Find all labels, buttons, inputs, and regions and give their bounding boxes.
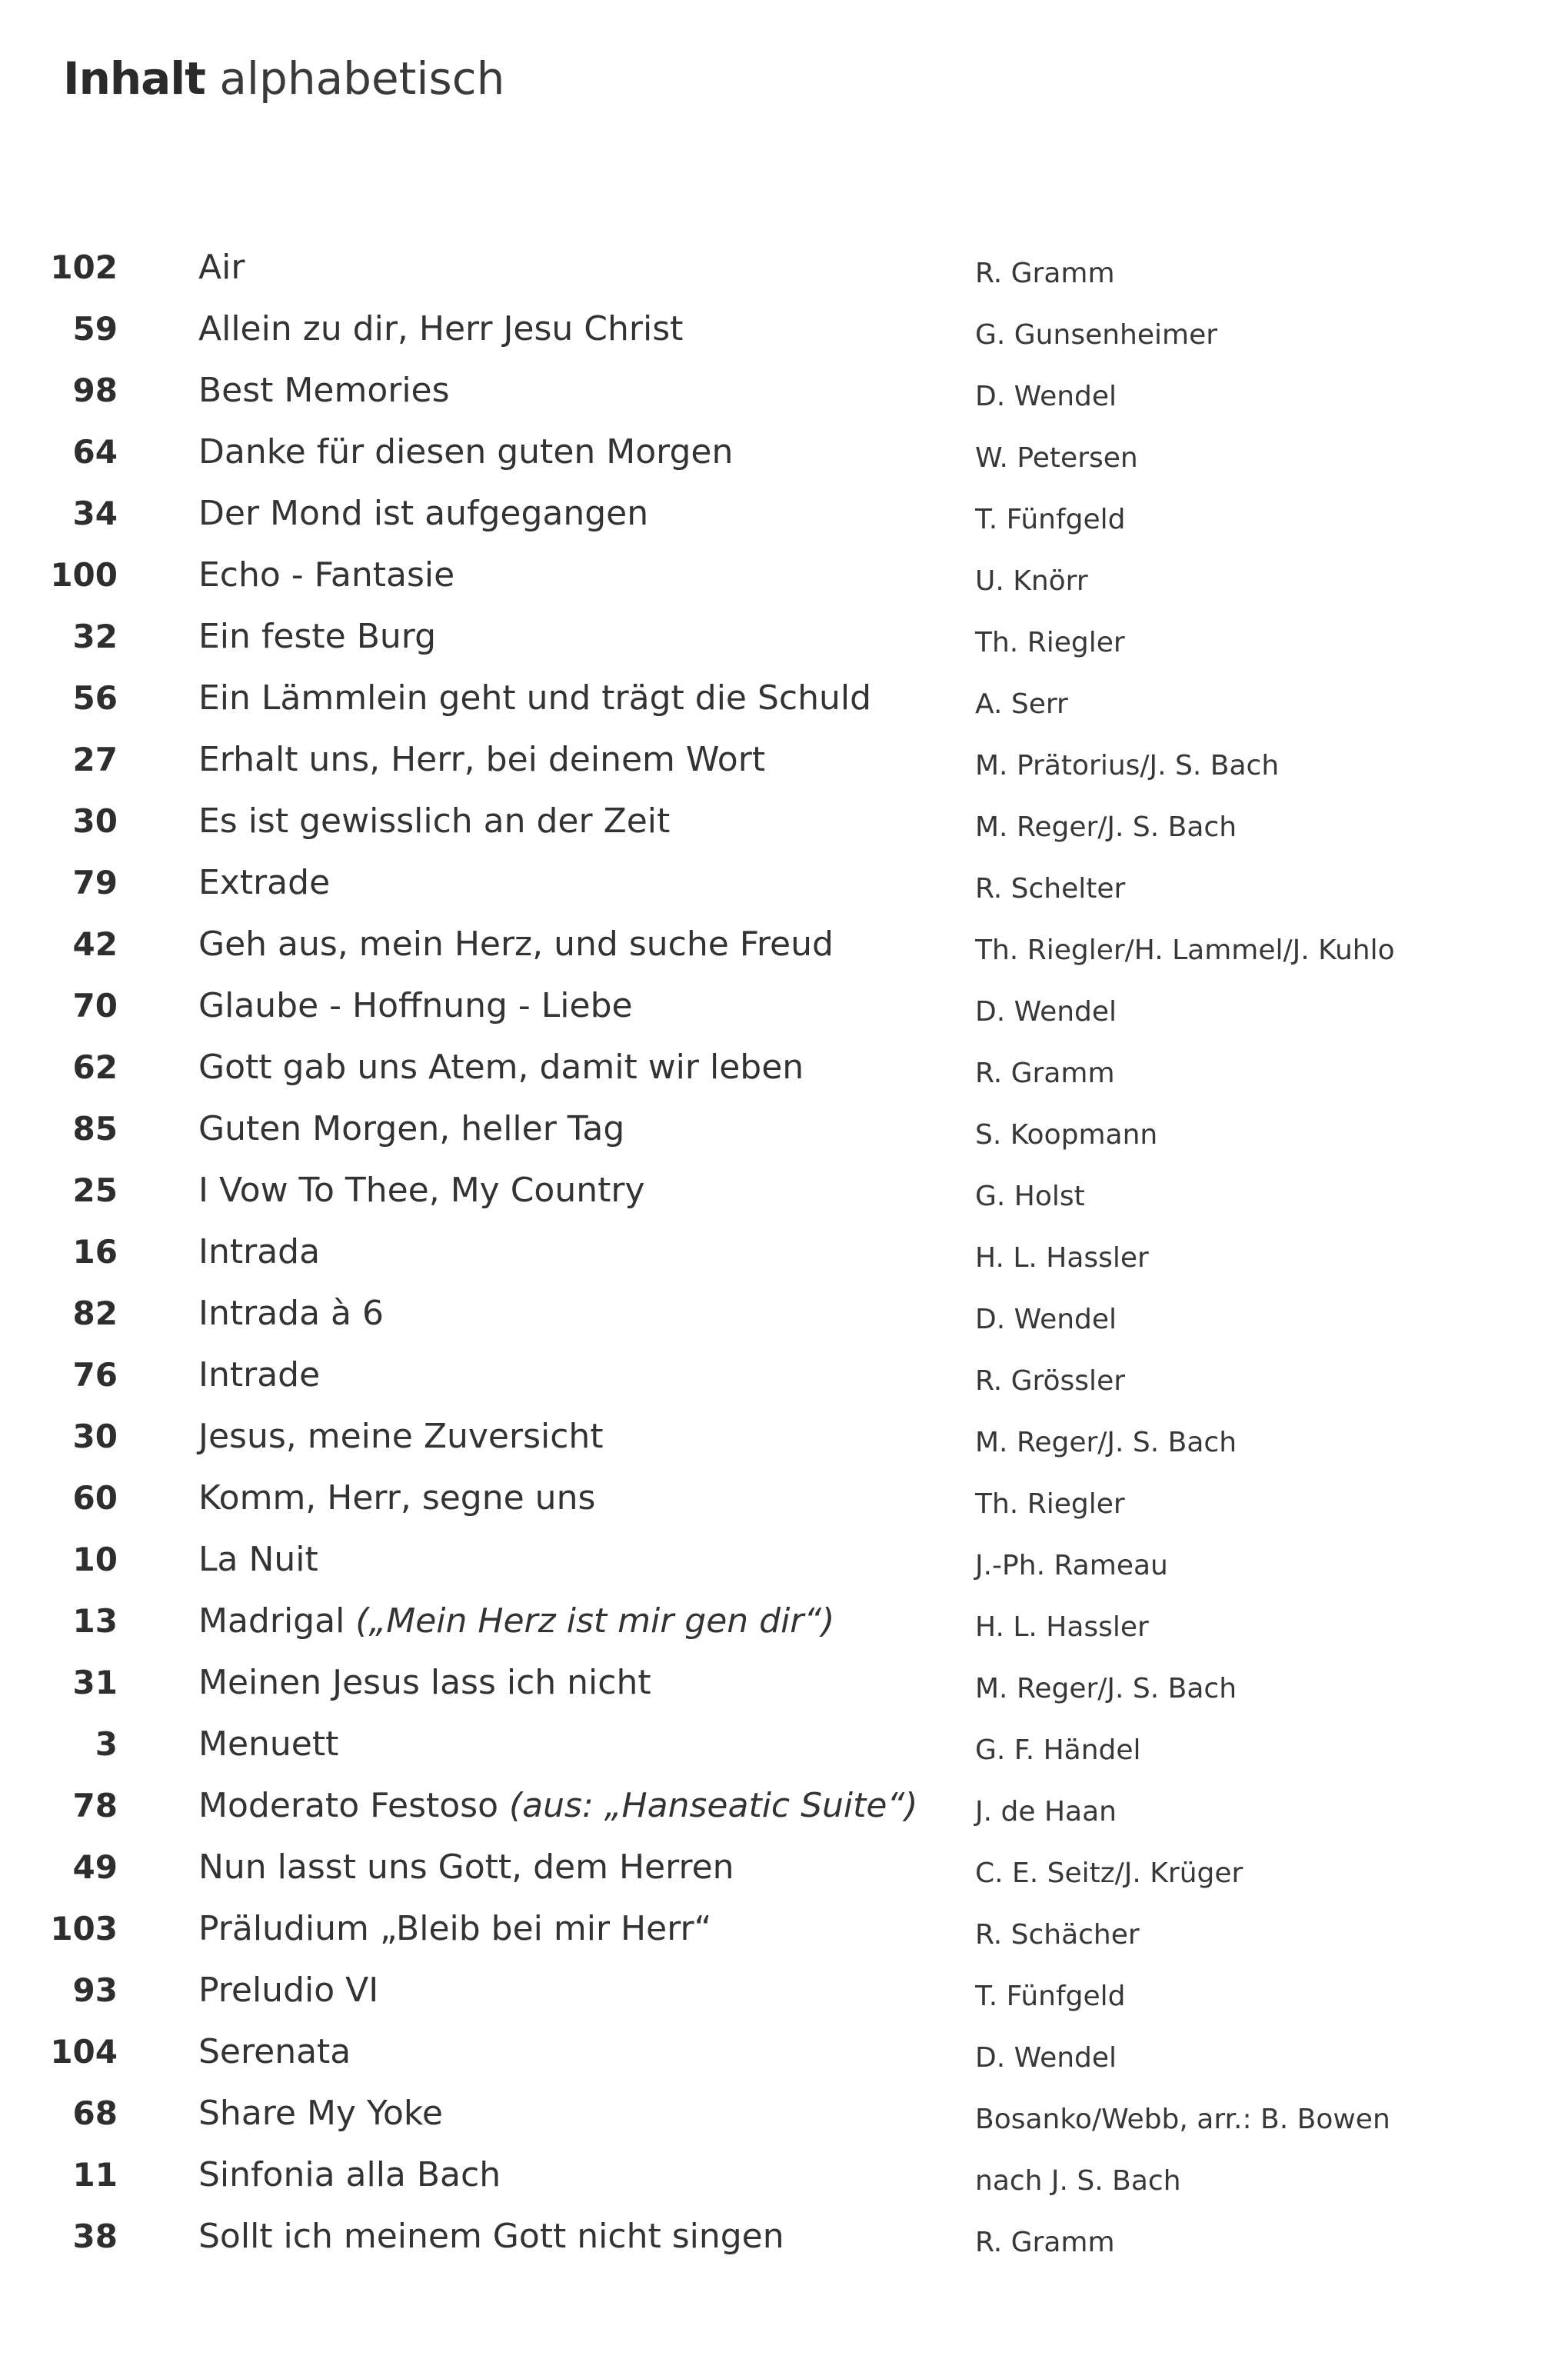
piece-title — [198, 914, 834, 975]
piece-title — [198, 1775, 917, 1837]
toc-entry — [0, 483, 1568, 545]
toc-entry — [0, 1160, 1568, 1221]
piece-title — [198, 668, 871, 729]
piece-title — [198, 545, 454, 606]
piece-title-main: Best Memories — [198, 371, 450, 410]
page-number: 31 — [72, 1664, 118, 1701]
page-number: 82 — [72, 1294, 118, 1332]
piece-title-main: Geh aus, mein Herz, und suche Freud — [198, 925, 834, 964]
piece-title — [198, 483, 648, 545]
toc-entry — [0, 545, 1568, 606]
piece-title — [198, 1344, 320, 1406]
page-number: 85 — [72, 1110, 118, 1148]
page-number: 13 — [72, 1602, 118, 1640]
toc-entry — [0, 2206, 1568, 2267]
piece-title — [198, 1283, 384, 1344]
page-number: 68 — [72, 2094, 118, 2132]
page-number: 79 — [72, 864, 118, 901]
piece-title-main: Serenata — [198, 2032, 351, 2071]
composer-name: M. Prätorius/J. S. Bach — [975, 750, 1280, 781]
composer-name: Bosanko/Webb, arr.: B. Bowen — [975, 2104, 1390, 2135]
page-number: 42 — [72, 925, 118, 963]
composer-name: W. Petersen — [975, 442, 1138, 474]
piece-title-main: Erhalt uns, Herr, bei deinem Wort — [198, 740, 766, 779]
page-number: 93 — [72, 1971, 118, 2009]
page-number: 60 — [72, 1479, 118, 1517]
heading-light: alphabetisch — [219, 52, 505, 105]
toc-entry — [0, 1714, 1568, 1775]
piece-title — [198, 1468, 595, 1529]
composer-name: D. Wendel — [975, 2042, 1117, 2074]
page-number: 30 — [72, 1418, 118, 1455]
toc-entry — [0, 360, 1568, 421]
toc-entry — [0, 729, 1568, 791]
toc-entry — [0, 1960, 1568, 2021]
toc-entry — [0, 852, 1568, 914]
page-number: 56 — [72, 679, 118, 717]
page-number: 32 — [72, 618, 118, 655]
page-number: 98 — [72, 372, 118, 409]
composer-name: C. E. Seitz/J. Krüger — [975, 1858, 1243, 1889]
toc-entry — [0, 237, 1568, 298]
composer-name: M. Reger/J. S. Bach — [975, 1673, 1237, 1704]
page-number: 70 — [72, 987, 118, 1025]
toc-entry — [0, 668, 1568, 729]
piece-title-main: Gott gab uns Atem, damit wir leben — [198, 1048, 804, 1087]
toc-entry — [0, 298, 1568, 360]
toc-entry — [0, 2083, 1568, 2144]
toc-entry — [0, 1591, 1568, 1652]
toc-entry — [0, 1098, 1568, 1160]
piece-title-main: Danke für diesen guten Morgen — [198, 432, 734, 471]
toc-entry — [0, 1837, 1568, 1898]
piece-title-main: Menuett — [198, 1724, 339, 1764]
composer-name: M. Reger/J. S. Bach — [975, 811, 1237, 843]
piece-title-main: I Vow To Thee, My Country — [198, 1171, 645, 1210]
toc-entry — [0, 1775, 1568, 1837]
composer-name: T. Fünfgeld — [975, 1981, 1126, 2012]
page-number: 102 — [50, 248, 118, 286]
piece-title-main: Echo - Fantasie — [198, 555, 455, 595]
piece-title-main: Madrigal — [198, 1601, 345, 1641]
page-number: 104 — [50, 2033, 118, 2071]
piece-title — [198, 1837, 734, 1898]
piece-title-main: La Nuit — [198, 1540, 318, 1579]
composer-name: R. Schelter — [975, 873, 1126, 905]
composer-name: D. Wendel — [975, 996, 1117, 1028]
piece-title-main: Sinfonia alla Bach — [198, 2155, 501, 2194]
piece-title-main: Air — [198, 248, 245, 287]
piece-title — [198, 1221, 320, 1283]
piece-title-main: Intrada — [198, 1232, 321, 1271]
piece-title-main: Ein feste Burg — [198, 617, 437, 656]
page-number: 11 — [72, 2156, 118, 2194]
page-number: 103 — [50, 1910, 118, 1948]
toc-entry — [0, 1406, 1568, 1468]
toc-entry — [0, 791, 1568, 852]
composer-name: G. Gunsenheimer — [975, 319, 1218, 351]
piece-title-main: Der Mond ist aufgegangen — [198, 494, 649, 533]
piece-title-main: Nun lasst uns Gott, dem Herren — [198, 1848, 734, 1887]
piece-title — [198, 360, 450, 421]
page-number: 62 — [72, 1048, 118, 1086]
page-number: 59 — [72, 310, 118, 348]
piece-title-main: Extrade — [198, 863, 331, 902]
toc-entry — [0, 1037, 1568, 1098]
composer-name: R. Gramm — [975, 2227, 1115, 2258]
piece-title-main: Intrade — [198, 1355, 321, 1394]
piece-title — [198, 852, 330, 914]
piece-title — [198, 606, 436, 668]
toc-entry — [0, 2144, 1568, 2206]
table-of-contents — [0, 237, 1568, 2267]
toc-entry — [0, 1344, 1568, 1406]
page-number: 3 — [95, 1725, 118, 1763]
piece-title-main: Ein Lämmlein geht und trägt die Schuld — [198, 678, 872, 718]
heading-bold: Inhalt — [63, 52, 205, 105]
composer-name: G. F. Händel — [975, 1734, 1141, 1766]
piece-title-main: Meinen Jesus lass ich nicht — [198, 1663, 651, 1702]
composer-name: J. de Haan — [975, 1796, 1117, 1828]
piece-title — [198, 2021, 351, 2083]
composer-name: J.-Ph. Rameau — [975, 1550, 1168, 1581]
piece-title-main: Es ist gewisslich an der Zeit — [198, 801, 671, 841]
composer-name: G. Holst — [975, 1181, 1085, 1212]
page-number: 27 — [72, 741, 118, 778]
piece-title — [198, 1529, 318, 1591]
composer-name: R. Gramm — [975, 1058, 1115, 1089]
toc-entry — [0, 1529, 1568, 1591]
piece-title — [198, 1714, 338, 1775]
piece-title — [198, 1098, 624, 1160]
piece-title-main: Guten Morgen, heller Tag — [198, 1109, 625, 1148]
piece-title — [198, 1898, 711, 1960]
page-number: 49 — [72, 1848, 118, 1886]
page-number: 100 — [50, 556, 118, 594]
page-number: 30 — [72, 802, 118, 840]
toc-entry — [0, 1898, 1568, 1960]
page-number: 34 — [72, 495, 118, 532]
toc-entry — [0, 1468, 1568, 1529]
toc-entry — [0, 1652, 1568, 1714]
piece-title-main: Glaube - Hoffnung - Liebe — [198, 986, 633, 1025]
piece-title-main: Moderato Festoso — [198, 1786, 499, 1825]
piece-title — [198, 975, 633, 1037]
piece-title — [198, 2206, 784, 2267]
toc-entry — [0, 914, 1568, 975]
page-heading — [63, 48, 504, 109]
piece-title-subtitle: (aus: „Hanseatic Suite“) — [509, 1786, 918, 1825]
piece-title — [198, 421, 733, 483]
toc-entry — [0, 606, 1568, 668]
piece-title — [198, 1160, 645, 1221]
page-number: 76 — [72, 1356, 118, 1394]
piece-title-main: Präludium „Bleib bei mir Herr“ — [198, 1909, 712, 1948]
piece-title-main: Sollt ich meinem Gott nicht singen — [198, 2217, 784, 2256]
composer-name: Th. Riegler — [975, 627, 1125, 658]
page-number: 16 — [72, 1233, 118, 1271]
piece-title-main: Preludio VI — [198, 1971, 379, 2010]
composer-name: H. L. Hassler — [975, 1611, 1149, 1643]
composer-name: M. Reger/J. S. Bach — [975, 1427, 1237, 1458]
composer-name: R. Grössler — [975, 1365, 1126, 1397]
composer-name: nach J. S. Bach — [975, 2165, 1181, 2197]
piece-title — [198, 1960, 378, 2021]
toc-entry — [0, 1221, 1568, 1283]
page-number: 25 — [72, 1171, 118, 1209]
page-number: 64 — [72, 433, 118, 471]
composer-name: U. Knörr — [975, 565, 1088, 597]
piece-title — [198, 298, 683, 360]
composer-name: D. Wendel — [975, 1304, 1117, 1335]
piece-title — [198, 729, 765, 791]
piece-title-main: Intrada à 6 — [198, 1294, 384, 1333]
piece-title-main: Jesus, meine Zuversicht — [198, 1417, 604, 1456]
piece-title — [198, 1037, 804, 1098]
piece-title-subtitle: („Mein Herz ist mir gen dir“) — [355, 1601, 835, 1641]
page-number: 10 — [72, 1541, 118, 1578]
piece-title — [198, 1591, 834, 1652]
piece-title-main: Allein zu dir, Herr Jesu Christ — [198, 309, 684, 348]
page-number: 38 — [72, 2217, 118, 2255]
piece-title-main: Share My Yoke — [198, 2094, 443, 2133]
piece-title — [198, 1406, 604, 1468]
composer-name: S. Koopmann — [975, 1119, 1158, 1151]
page-number: 78 — [72, 1787, 118, 1824]
piece-title — [198, 791, 670, 852]
composer-name: A. Serr — [975, 688, 1068, 720]
composer-name: H. L. Hassler — [975, 1242, 1149, 1274]
composer-name: T. Fünfgeld — [975, 504, 1126, 535]
composer-name: Th. Riegler — [975, 1488, 1125, 1520]
composer-name: R. Schächer — [975, 1919, 1140, 1951]
toc-entry — [0, 975, 1568, 1037]
piece-title — [198, 2083, 443, 2144]
composer-name: R. Gramm — [975, 258, 1115, 289]
piece-title — [198, 1652, 651, 1714]
toc-entry — [0, 421, 1568, 483]
toc-entry — [0, 2021, 1568, 2083]
piece-title — [198, 2144, 501, 2206]
piece-title — [198, 237, 245, 298]
piece-title-main: Komm, Herr, segne uns — [198, 1478, 596, 1518]
composer-name: D. Wendel — [975, 381, 1117, 412]
toc-entry — [0, 1283, 1568, 1344]
composer-name: Th. Riegler/H. Lammel/J. Kuhlo — [975, 935, 1395, 966]
